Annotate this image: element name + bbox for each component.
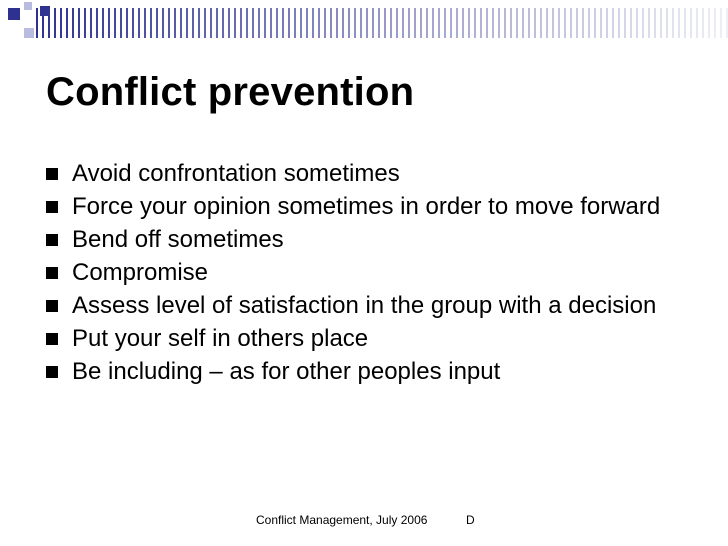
square-bullet-icon bbox=[46, 267, 58, 279]
square-bullet-icon bbox=[46, 234, 58, 246]
decor-stripe-fade bbox=[36, 8, 728, 38]
square-bullet-icon bbox=[46, 300, 58, 312]
square-bullet-icon bbox=[46, 366, 58, 378]
bullet-text: Force your opinion sometimes in order to move forward bbox=[72, 193, 661, 220]
bullet-text: Be including – as for other peoples input bbox=[72, 358, 501, 385]
bullet-text: Avoid confrontation sometimes bbox=[72, 160, 400, 187]
decor-square-2 bbox=[24, 2, 32, 10]
slide-title: Conflict prevention bbox=[46, 70, 415, 114]
bullet-item bbox=[46, 292, 696, 319]
bullet-item bbox=[46, 259, 696, 286]
decor-square-4 bbox=[24, 28, 34, 38]
bullet-text: Compromise bbox=[72, 259, 209, 286]
bullet-item bbox=[46, 325, 696, 352]
bullet-list bbox=[46, 160, 696, 391]
decor-square-1 bbox=[8, 8, 20, 20]
bullet-text: Put your self in others place bbox=[72, 325, 369, 352]
page-mark: D bbox=[466, 513, 475, 527]
bullet-item bbox=[46, 358, 696, 385]
bullet-item bbox=[46, 193, 696, 220]
bullet-item bbox=[46, 160, 696, 187]
bullet-text: Bend off sometimes bbox=[72, 226, 284, 253]
square-bullet-icon bbox=[46, 201, 58, 213]
square-bullet-icon bbox=[46, 333, 58, 345]
bullet-item bbox=[46, 226, 696, 253]
square-bullet-icon bbox=[46, 168, 58, 180]
bullet-text: Assess level of satisfaction in the group with a decision bbox=[72, 292, 657, 319]
footer-text: Conflict Management, July 2006 bbox=[256, 513, 428, 527]
